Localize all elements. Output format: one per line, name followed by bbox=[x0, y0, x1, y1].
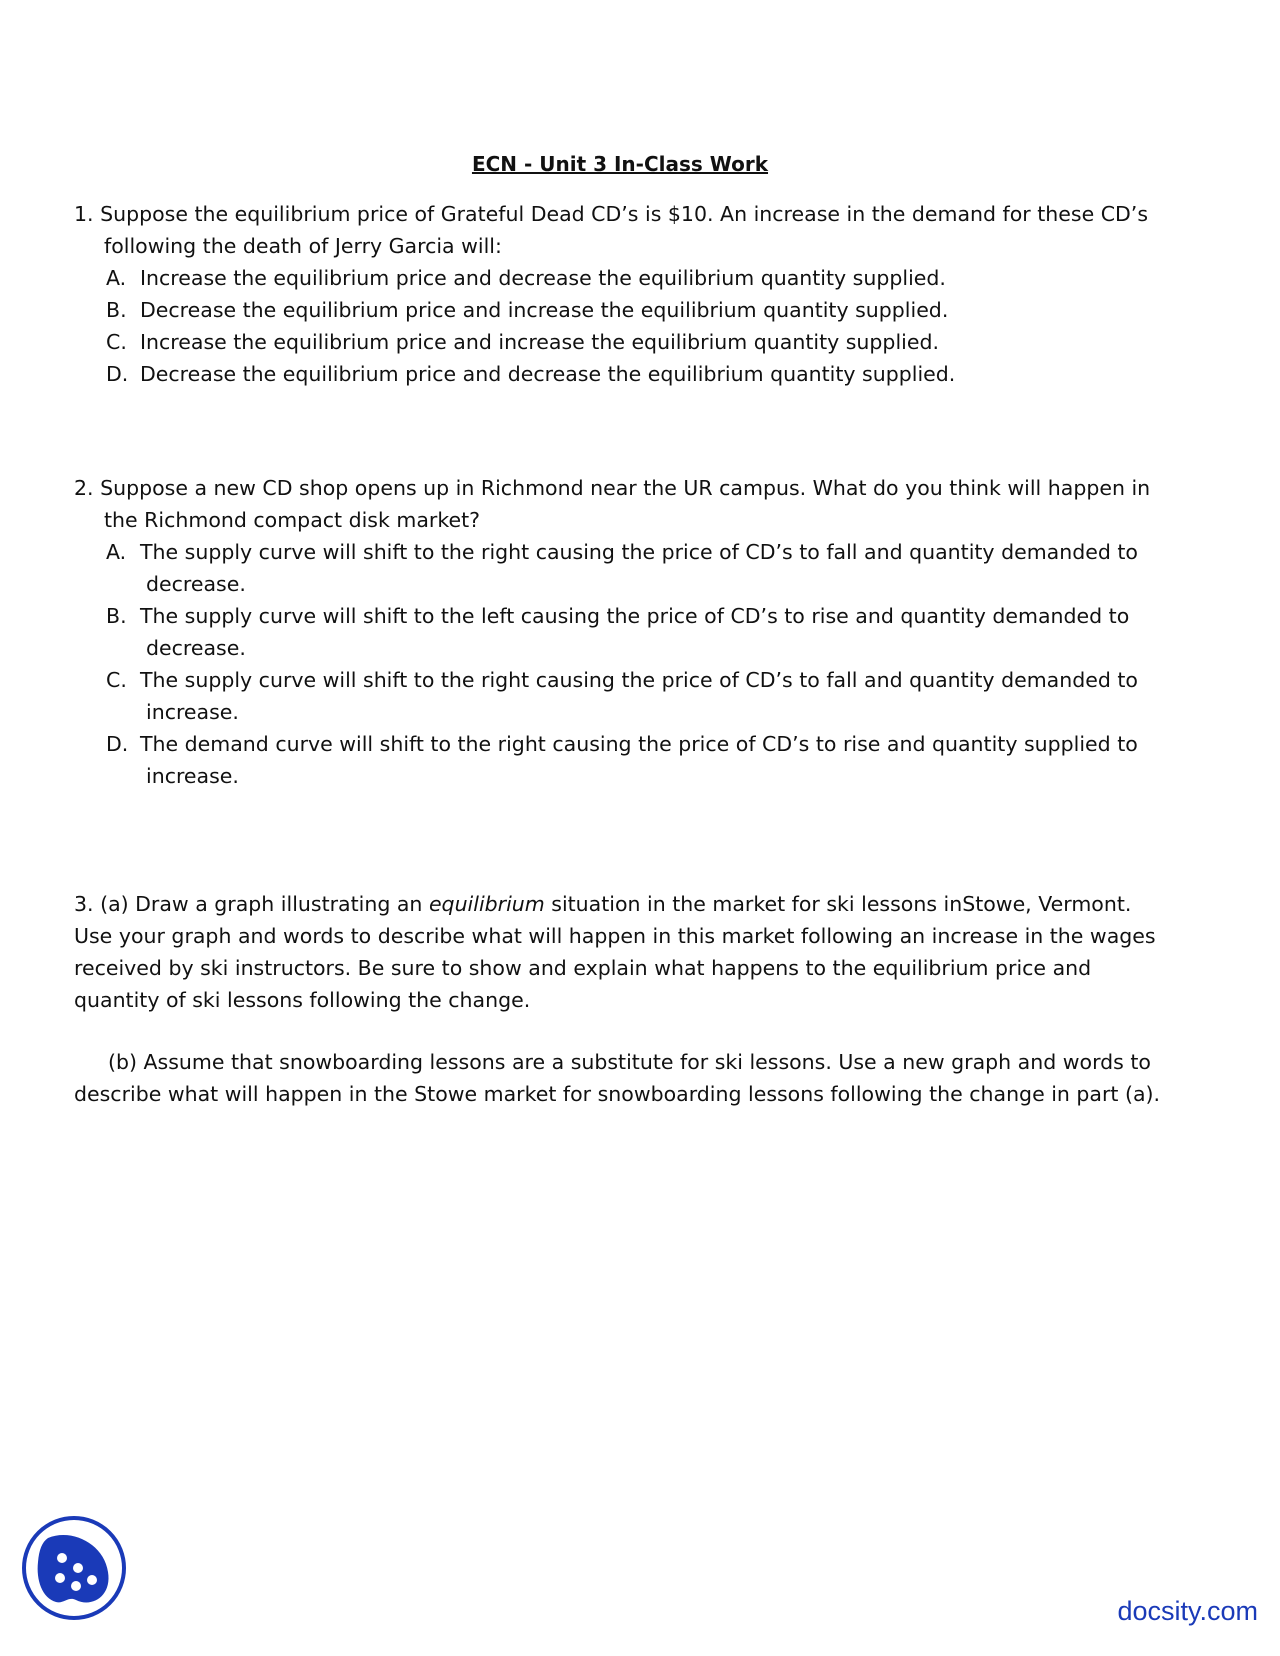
option-label: D. bbox=[106, 362, 129, 386]
question-2-line-2: the Richmond compact disk market? bbox=[104, 508, 480, 532]
page-title: ECN - Unit 3 In-Class Work bbox=[471, 152, 769, 176]
option-label: D. bbox=[106, 732, 129, 756]
question-3b-line-2: describe what will happen in the Stowe market for snowboarding lessons following the change in part (a). bbox=[74, 1082, 1161, 1106]
docsity-brand-link[interactable]: docsity.com bbox=[1117, 1596, 1258, 1626]
option-label: B. bbox=[106, 298, 127, 322]
question-3a-emphasis: equilibrium bbox=[428, 892, 545, 916]
logo-dot bbox=[55, 1573, 65, 1583]
option-text: Increase the equilibrium price and increase the equilibrium quantity supplied. bbox=[140, 330, 939, 354]
option-label: C. bbox=[106, 668, 127, 692]
option-text: The supply curve will shift to the right causing the price of CD’s to fall and quantity demanded to bbox=[140, 540, 1138, 564]
logo-dot bbox=[71, 1581, 81, 1591]
question-1-option-b bbox=[74, 294, 1214, 326]
logo-dot bbox=[73, 1563, 83, 1573]
option-text: Increase the equilibrium price and decrease the equilibrium quantity supplied. bbox=[140, 266, 946, 290]
question-2-option-a bbox=[74, 536, 1214, 568]
option-label: B. bbox=[106, 604, 127, 628]
question-1 bbox=[74, 198, 1214, 390]
question-3a-line-3: received by ski instructors. Be sure to show and explain what happens to the equilibrium price and bbox=[74, 956, 1092, 980]
option-text: Decrease the equilibrium price and increase the equilibrium quantity supplied. bbox=[140, 298, 949, 322]
question-2-option-b-continued: decrease. bbox=[146, 636, 246, 660]
option-label: A. bbox=[106, 540, 127, 564]
question-2-option-c bbox=[74, 664, 1214, 696]
question-3 bbox=[74, 888, 1214, 1110]
docsity-logo-icon bbox=[20, 1514, 128, 1622]
question-3a-line-4: quantity of ski lessons following the change. bbox=[74, 988, 531, 1012]
option-text: Decrease the equilibrium price and decrease the equilibrium quantity supplied. bbox=[140, 362, 956, 386]
question-3a-text-pre: 3. (a) Draw a graph illustrating an bbox=[74, 892, 429, 916]
question-1-option-d bbox=[74, 358, 1214, 390]
question-3b-line-1: (b) Assume that snowboarding lessons are a substitute for ski lessons. Use a new graph and words to bbox=[108, 1050, 1151, 1074]
question-3a-text-post: situation in the market for ski lessons inStowe, Vermont. bbox=[544, 892, 1132, 916]
option-text: The supply curve will shift to the right causing the price of CD’s to fall and quantity demanded to bbox=[140, 668, 1138, 692]
option-text: The demand curve will shift to the right causing the price of CD’s to rise and quantity supplied to bbox=[140, 732, 1138, 756]
question-3a-line-2: Use your graph and words to describe what will happen in this market following an increase in the wages bbox=[74, 924, 1156, 948]
question-2-option-d-continued: increase. bbox=[146, 764, 239, 788]
question-2 bbox=[74, 472, 1214, 792]
option-label: A. bbox=[106, 266, 127, 290]
question-2-option-a-continued: decrease. bbox=[146, 572, 246, 596]
question-3a-line-1 bbox=[74, 888, 1214, 920]
question-2-line-1: 2. Suppose a new CD shop opens up in Richmond near the UR campus. What do you think will happen in bbox=[74, 476, 1151, 500]
option-text: The supply curve will shift to the left causing the price of CD’s to rise and quantity demanded to bbox=[140, 604, 1130, 628]
question-1-line-1: 1. Suppose the equilibrium price of Grateful Dead CD’s is $10. An increase in the demand for these CD’s bbox=[74, 202, 1148, 226]
option-label: C. bbox=[106, 330, 127, 354]
question-1-line-2: following the death of Jerry Garcia will: bbox=[104, 234, 502, 258]
question-2-option-b bbox=[74, 600, 1214, 632]
question-2-option-d bbox=[74, 728, 1214, 760]
logo-dot bbox=[87, 1575, 97, 1585]
question-1-option-a bbox=[74, 262, 1214, 294]
question-1-option-c bbox=[74, 326, 1214, 358]
question-2-option-c-continued: increase. bbox=[146, 700, 239, 724]
logo-dot bbox=[57, 1553, 67, 1563]
